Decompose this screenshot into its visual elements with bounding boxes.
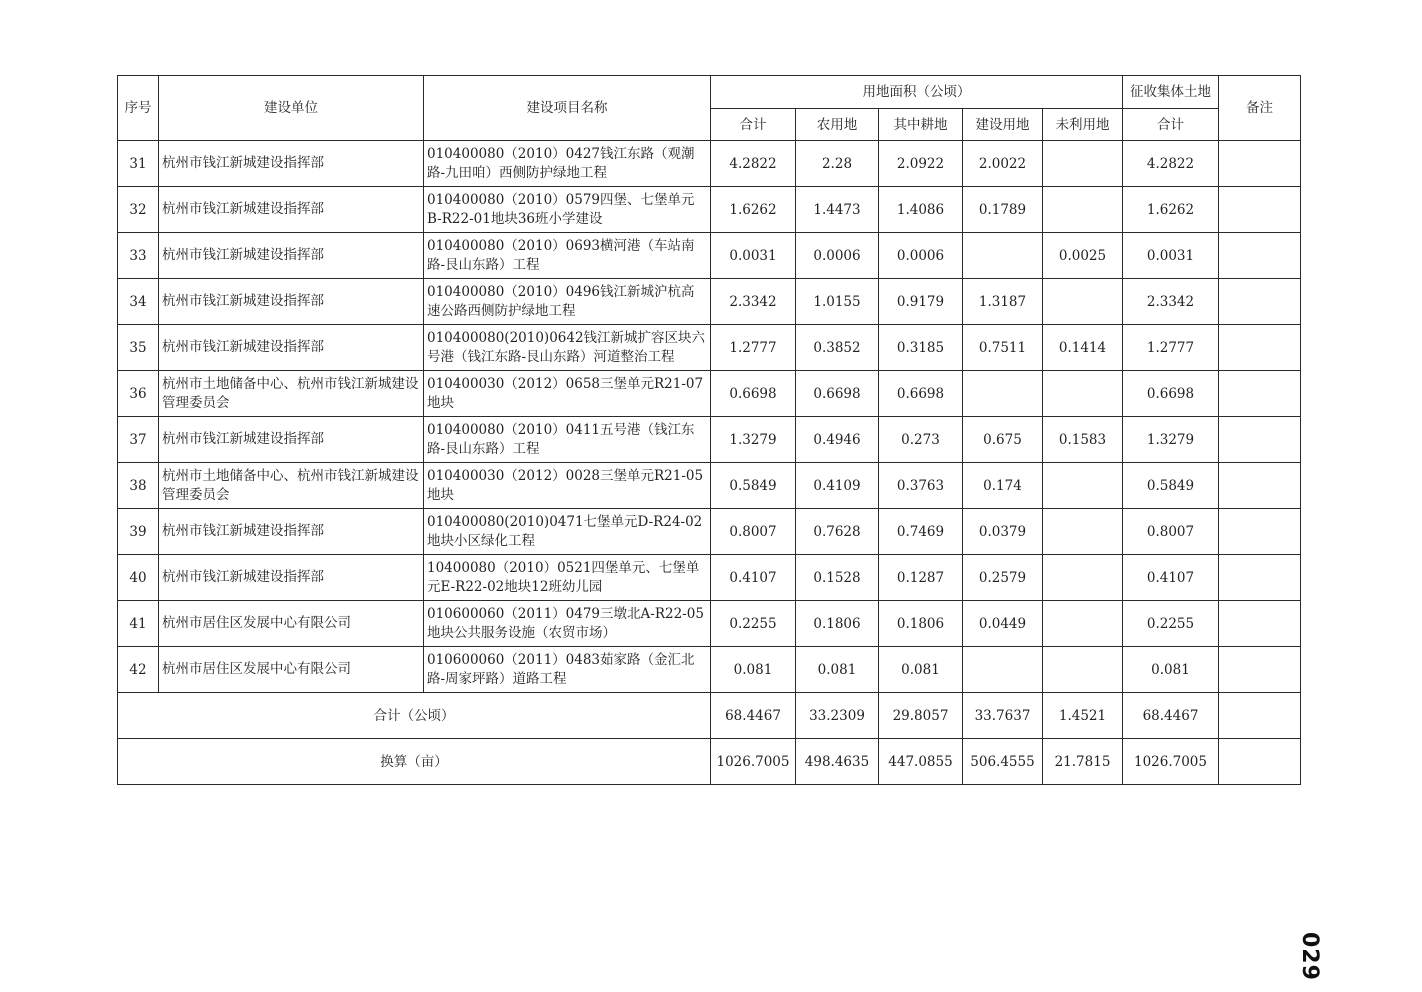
cell-project-name: 010400030（2012）0658三堡单元R21-07地块: [424, 371, 711, 417]
cell-area-unused: [1043, 463, 1123, 509]
cell-collective-land-total: 0.4107: [1123, 555, 1219, 601]
cell-construction-unit: 杭州市钱江新城建设指挥部: [159, 279, 424, 325]
cell-project-name: 010400080（2010）0411五号港（钱江东路-艮山东路）工程: [424, 417, 711, 463]
cell-area-farmland: 1.4086: [879, 187, 963, 233]
header-no: 序号: [118, 76, 159, 141]
cell-area-agricultural: 0.1528: [796, 555, 879, 601]
cell-project-name: 010400080（2010）0496钱江新城沪杭高速公路西侧防护绿地工程: [424, 279, 711, 325]
cell-area-agricultural: 0.1806: [796, 601, 879, 647]
cell-remark: [1219, 601, 1301, 647]
total-label: 合计（公顷）: [118, 693, 711, 739]
cell-collective-land-total: 2.3342: [1123, 279, 1219, 325]
cell-row-number: 33: [118, 233, 159, 279]
header-unit: 建设单位: [159, 76, 424, 141]
cell-area-construction: 0.1789: [963, 187, 1043, 233]
cell-area-farmland: 0.0006: [879, 233, 963, 279]
cell-row-number: 35: [118, 325, 159, 371]
cell-area-agricultural: 1.4473: [796, 187, 879, 233]
total-area-construction: 33.7637: [963, 693, 1043, 739]
cell-construction-unit: 杭州市居住区发展中心有限公司: [159, 647, 424, 693]
cell-remark: [1219, 325, 1301, 371]
table-body: [118, 141, 1301, 693]
cell-row-number: 34: [118, 279, 159, 325]
cell-area-unused: [1043, 509, 1123, 555]
header-project: 建设项目名称: [424, 76, 711, 141]
cell-area-agricultural: 0.7628: [796, 509, 879, 555]
cell-area-total: 0.4107: [711, 555, 796, 601]
cell-row-number: 36: [118, 371, 159, 417]
cell-remark: [1219, 233, 1301, 279]
cell-project-name: 010400080(2010)0471七堡单元D-R24-02地块小区绿化工程: [424, 509, 711, 555]
header-sub-total: 合计: [711, 109, 796, 141]
cell-project-name: 010400030（2012）0028三堡单元R21-05地块: [424, 463, 711, 509]
cell-row-number: 37: [118, 417, 159, 463]
cell-project-name: 010600060（2011）0479三墩北A-R22-05地块公共服务设施（农贸市场）: [424, 601, 711, 647]
cell-area-construction: 2.0022: [963, 141, 1043, 187]
cell-area-farmland: 2.0922: [879, 141, 963, 187]
cell-area-farmland: 0.7469: [879, 509, 963, 555]
cell-area-unused: [1043, 141, 1123, 187]
cell-remark: [1219, 141, 1301, 187]
cell-area-farmland: 0.9179: [879, 279, 963, 325]
table-row: [118, 601, 1301, 647]
header-remark: 备注: [1219, 76, 1301, 141]
total-area-total: 1026.7005: [711, 739, 796, 785]
cell-area-agricultural: 0.3852: [796, 325, 879, 371]
table-row: [118, 371, 1301, 417]
cell-area-agricultural: 0.081: [796, 647, 879, 693]
table-row: [118, 509, 1301, 555]
cell-construction-unit: 杭州市钱江新城建设指挥部: [159, 141, 424, 187]
cell-row-number: 40: [118, 555, 159, 601]
cell-area-unused: [1043, 555, 1123, 601]
header-sub-build: 建设用地: [963, 109, 1043, 141]
cell-row-number: 31: [118, 141, 159, 187]
cell-area-total: 0.2255: [711, 601, 796, 647]
cell-area-agricultural: 0.4109: [796, 463, 879, 509]
header-sub-farm: 其中耕地: [879, 109, 963, 141]
cell-area-total: 0.0031: [711, 233, 796, 279]
total-area-total: 68.4467: [711, 693, 796, 739]
total-remark: [1219, 739, 1301, 785]
cell-remark: [1219, 417, 1301, 463]
header-sub-collect-total: 合计: [1123, 109, 1219, 141]
total-area-unused: 1.4521: [1043, 693, 1123, 739]
cell-remark: [1219, 187, 1301, 233]
table-row: [118, 233, 1301, 279]
cell-area-unused: [1043, 279, 1123, 325]
total-area-agricultural: 33.2309: [796, 693, 879, 739]
cell-area-total: 2.3342: [711, 279, 796, 325]
total-area-farmland: 447.0855: [879, 739, 963, 785]
cell-area-construction: [963, 233, 1043, 279]
cell-area-unused: 0.1583: [1043, 417, 1123, 463]
table-row: [118, 325, 1301, 371]
header-sub-agri: 农用地: [796, 109, 879, 141]
cell-area-agricultural: 0.4946: [796, 417, 879, 463]
cell-area-farmland: 0.3185: [879, 325, 963, 371]
cell-collective-land-total: 0.6698: [1123, 371, 1219, 417]
cell-area-construction: [963, 371, 1043, 417]
cell-area-total: 0.8007: [711, 509, 796, 555]
cell-construction-unit: 杭州市土地储备中心、杭州市钱江新城建设管理委员会: [159, 371, 424, 417]
cell-construction-unit: 杭州市钱江新城建设指挥部: [159, 509, 424, 555]
cell-area-construction: [963, 647, 1043, 693]
cell-area-agricultural: 2.28: [796, 141, 879, 187]
page-number: 029: [1297, 932, 1322, 981]
cell-collective-land-total: 0.081: [1123, 647, 1219, 693]
cell-row-number: 41: [118, 601, 159, 647]
header-sub-unused: 未利用地: [1043, 109, 1123, 141]
total-remark: [1219, 693, 1301, 739]
table-row: [118, 141, 1301, 187]
table-row: [118, 647, 1301, 693]
cell-area-total: 1.3279: [711, 417, 796, 463]
table-header: [118, 76, 1301, 141]
total-area-construction: 506.4555: [963, 739, 1043, 785]
total-collective-land-total: 1026.7005: [1123, 739, 1219, 785]
cell-area-construction: 0.2579: [963, 555, 1043, 601]
cell-remark: [1219, 463, 1301, 509]
total-label: 换算（亩）: [118, 739, 711, 785]
cell-area-construction: 0.675: [963, 417, 1043, 463]
cell-project-name: 010400080（2010）0427钱江东路（观潮路-九田咱）西侧防护绿地工程: [424, 141, 711, 187]
table-row: [118, 279, 1301, 325]
cell-construction-unit: 杭州市钱江新城建设指挥部: [159, 555, 424, 601]
cell-project-name: 010400080(2010)0642钱江新城扩容区块六号港（钱江东路-艮山东路）河道整治工程: [424, 325, 711, 371]
cell-area-total: 0.6698: [711, 371, 796, 417]
cell-remark: [1219, 279, 1301, 325]
total-collective-land-total: 68.4467: [1123, 693, 1219, 739]
cell-collective-land-total: 1.3279: [1123, 417, 1219, 463]
cell-collective-land-total: 4.2822: [1123, 141, 1219, 187]
cell-area-total: 0.081: [711, 647, 796, 693]
table-row: [118, 417, 1301, 463]
cell-construction-unit: 杭州市钱江新城建设指挥部: [159, 325, 424, 371]
cell-construction-unit: 杭州市钱江新城建设指挥部: [159, 233, 424, 279]
cell-area-construction: 0.0449: [963, 601, 1043, 647]
total-area-agricultural: 498.4635: [796, 739, 879, 785]
cell-area-unused: [1043, 187, 1123, 233]
total-area-farmland: 29.8057: [879, 693, 963, 739]
cell-project-name: 010400080（2010）0693横河港（车站南路-艮山东路）工程: [424, 233, 711, 279]
cell-remark: [1219, 555, 1301, 601]
cell-area-farmland: 0.1806: [879, 601, 963, 647]
cell-area-total: 4.2822: [711, 141, 796, 187]
cell-collective-land-total: 1.6262: [1123, 187, 1219, 233]
header-collect: 征收集体土地: [1123, 76, 1219, 109]
total-mu-row: [118, 739, 1301, 785]
cell-area-unused: 0.1414: [1043, 325, 1123, 371]
cell-collective-land-total: 0.0031: [1123, 233, 1219, 279]
cell-area-farmland: 0.081: [879, 647, 963, 693]
cell-row-number: 38: [118, 463, 159, 509]
cell-area-unused: [1043, 601, 1123, 647]
cell-row-number: 32: [118, 187, 159, 233]
cell-area-construction: 1.3187: [963, 279, 1043, 325]
cell-row-number: 39: [118, 509, 159, 555]
total-hectares-row: [118, 693, 1301, 739]
table-row: [118, 555, 1301, 601]
cell-area-agricultural: 0.0006: [796, 233, 879, 279]
cell-remark: [1219, 371, 1301, 417]
cell-area-farmland: 0.3763: [879, 463, 963, 509]
cell-project-name: 10400080（2010）0521四堡单元、七堡单元E-R22-02地块12班幼儿园: [424, 555, 711, 601]
cell-area-agricultural: 1.0155: [796, 279, 879, 325]
cell-area-total: 0.5849: [711, 463, 796, 509]
cell-area-unused: [1043, 371, 1123, 417]
cell-area-agricultural: 0.6698: [796, 371, 879, 417]
cell-remark: [1219, 647, 1301, 693]
cell-area-farmland: 0.1287: [879, 555, 963, 601]
cell-collective-land-total: 0.8007: [1123, 509, 1219, 555]
cell-area-construction: 0.7511: [963, 325, 1043, 371]
cell-collective-land-total: 1.2777: [1123, 325, 1219, 371]
cell-area-construction: 0.174: [963, 463, 1043, 509]
cell-construction-unit: 杭州市居住区发展中心有限公司: [159, 601, 424, 647]
cell-area-total: 1.2777: [711, 325, 796, 371]
cell-area-farmland: 0.273: [879, 417, 963, 463]
table-footer: [118, 693, 1301, 785]
cell-collective-land-total: 0.2255: [1123, 601, 1219, 647]
table-row: [118, 187, 1301, 233]
header-land-area: 用地面积（公顷）: [711, 76, 1123, 109]
cell-row-number: 42: [118, 647, 159, 693]
cell-project-name: 010600060（2011）0483茹家路（金汇北路-周家坪路）道路工程: [424, 647, 711, 693]
cell-remark: [1219, 509, 1301, 555]
cell-area-unused: [1043, 647, 1123, 693]
cell-area-total: 1.6262: [711, 187, 796, 233]
table-row: [118, 463, 1301, 509]
land-use-table: [117, 75, 1301, 785]
cell-collective-land-total: 0.5849: [1123, 463, 1219, 509]
total-area-unused: 21.7815: [1043, 739, 1123, 785]
cell-construction-unit: 杭州市钱江新城建设指挥部: [159, 417, 424, 463]
cell-construction-unit: 杭州市钱江新城建设指挥部: [159, 187, 424, 233]
cell-construction-unit: 杭州市土地储备中心、杭州市钱江新城建设管理委员会: [159, 463, 424, 509]
cell-area-unused: 0.0025: [1043, 233, 1123, 279]
cell-area-farmland: 0.6698: [879, 371, 963, 417]
cell-area-construction: 0.0379: [963, 509, 1043, 555]
cell-project-name: 010400080（2010）0579四堡、七堡单元B-R22-01地块36班小学建设: [424, 187, 711, 233]
